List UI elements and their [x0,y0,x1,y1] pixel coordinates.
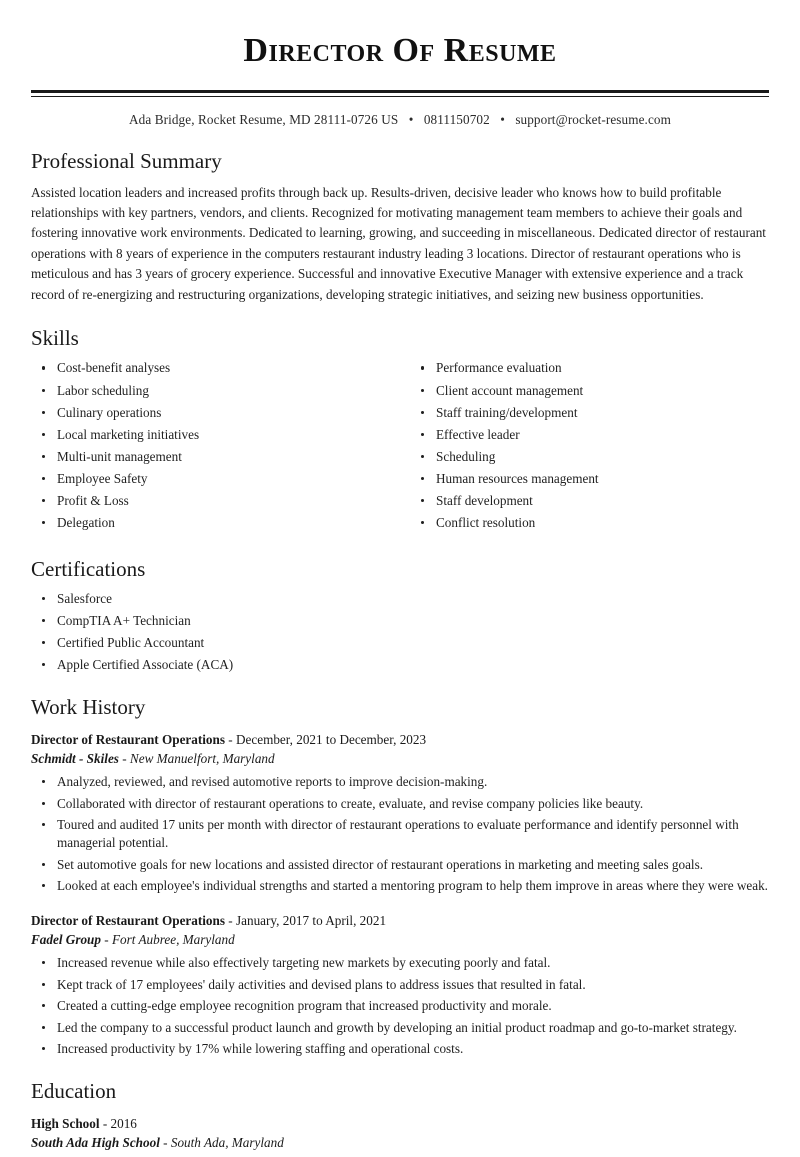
list-item: Local marketing initiatives [31,426,400,444]
list-item: Kept track of 17 employees' daily activities and devised plans to address issues that resulted in fatal. [31,976,769,994]
list-item: Increased productivity by 17% while lowering staffing and operational costs. [31,1040,769,1058]
job-title: Director of Restaurant Operations [31,731,225,747]
list-item: Looked at each employee's individual strengths and started a mentoring program to help them improve in areas where they were weak. [31,877,769,895]
skills-column-right [400,359,769,535]
contact-separator-2: • [500,112,505,128]
list-item: Created a cutting-edge employee recognition program that increased productivity and morale. [31,997,769,1015]
education-entry [31,1114,769,1152]
list-item: Salesforce [31,590,769,608]
list-item: CompTIA A+ Technician [31,612,769,630]
professional-summary-text: Assisted location leaders and increased profits through back up. Results-driven, decisive leader who knows how to build profitable relationships with key partners, vendors, and clients. Recognized for motivating management team members to achieve their goals and fostering innovative work environments. Dedicated to learning, growing, and succeeding in miscellaneous. Dedicated director of restaurant operations with 8 years of experience in the computers restaurant industry leading 3 locations. Director of restaurant operations who is meticulous and has 3 years of grocery experience. Successful and innovative Executive Manager with extensive experience and a track record of re-energizing and restructuring organizations, developing strategic initiatives, and seizing new business opportunities. [31,184,766,302]
school-name: South Ada High School [31,1135,160,1151]
section-heading-professional-summary: Professional Summary [31,149,222,174]
degree-year: - 2016 [99,1116,137,1132]
section-heading-certifications: Certifications [31,556,146,581]
degree-name: High School [31,1116,100,1132]
company-location: - New Manuelfort, Maryland [118,751,275,767]
contact-line [31,112,769,128]
section-heading-education: Education [31,1078,117,1103]
entry-org-line [31,930,769,949]
entry-role-line [31,911,769,930]
contact-address: Ada Bridge, Rocket Resume, MD 28111-0726 US [129,112,399,128]
list-item: Increased revenue while also effectively targeting new markets by executing poorly and fatal. [31,954,769,972]
entry-org-line [31,749,769,768]
list-item: Human resources management [410,470,769,488]
list-item: Client account management [410,382,769,400]
list-item: Effective leader [410,426,769,444]
list-item: Employee Safety [31,470,400,488]
resume-header [31,0,769,128]
company-location: - Fort Aubree, Maryland [100,932,235,948]
header-divider [31,90,769,97]
list-item: Scheduling [410,448,769,466]
work-history-entry [31,730,769,895]
section-heading-skills: Skills [31,326,79,351]
job-dates: - December, 2021 to December, 2023 [225,731,427,747]
skills-column-left [31,359,400,535]
section-education [31,1079,769,1152]
list-item: Staff training/development [410,404,769,422]
job-responsibilities-list [31,773,769,895]
section-work-history [31,695,769,1058]
list-item: Delegation [31,514,400,532]
skills-list-left [31,359,400,531]
section-certifications [31,557,769,674]
section-professional-summary [31,149,769,305]
list-item: Led the company to a successful product launch and growth by developing an initial product roadmap and go-to-market strategy. [31,1019,769,1037]
list-item: Multi-unit management [31,448,400,466]
education-school-line [31,1133,769,1152]
list-item: Certified Public Accountant [31,634,769,652]
list-item: Collaborated with director of restaurant operations to create, evaluate, and revise company policies like beauty. [31,795,769,813]
list-item: Toured and audited 17 units per month with director of restaurant operations to evaluate performance and identify personnel with managerial potential. [31,816,769,852]
list-item: Profit & Loss [31,492,400,510]
list-item: Culinary operations [31,404,400,422]
education-entries [31,1114,769,1152]
page-title: Director Of Resume [243,32,557,69]
list-item: Analyzed, reviewed, and revised automotive reports to improve decision-making. [31,773,769,791]
job-dates: - January, 2017 to April, 2021 [225,912,387,928]
work-history-entries [31,730,769,1058]
education-degree-line [31,1114,769,1133]
skills-list-right [410,359,769,531]
skills-columns [31,359,769,535]
list-item: Apple Certified Associate (ACA) [31,656,769,674]
list-item: Cost-benefit analyses [31,359,400,377]
list-item: Set automotive goals for new locations and assisted director of restaurant operations in marketing and meeting sales goals. [31,856,769,874]
school-location: - South Ada, Maryland [159,1135,284,1151]
contact-email: support@rocket-resume.com [515,112,671,128]
company-name: Fadel Group [31,932,101,948]
contact-separator-1: • [408,112,414,128]
work-history-entry [31,911,769,1058]
certifications-list [31,590,769,674]
list-item: Staff development [410,492,769,510]
list-item: Conflict resolution [410,514,769,532]
section-skills [31,326,769,536]
contact-phone: 0811150702 [423,112,490,128]
job-title: Director of Restaurant Operations [31,912,225,928]
entry-role-line [31,730,769,749]
section-heading-work-history: Work History [31,694,146,719]
job-responsibilities-list [31,954,769,1058]
company-name: Schmidt - Skiles [31,751,119,767]
list-item: Performance evaluation [410,359,769,377]
list-item: Labor scheduling [31,382,400,400]
